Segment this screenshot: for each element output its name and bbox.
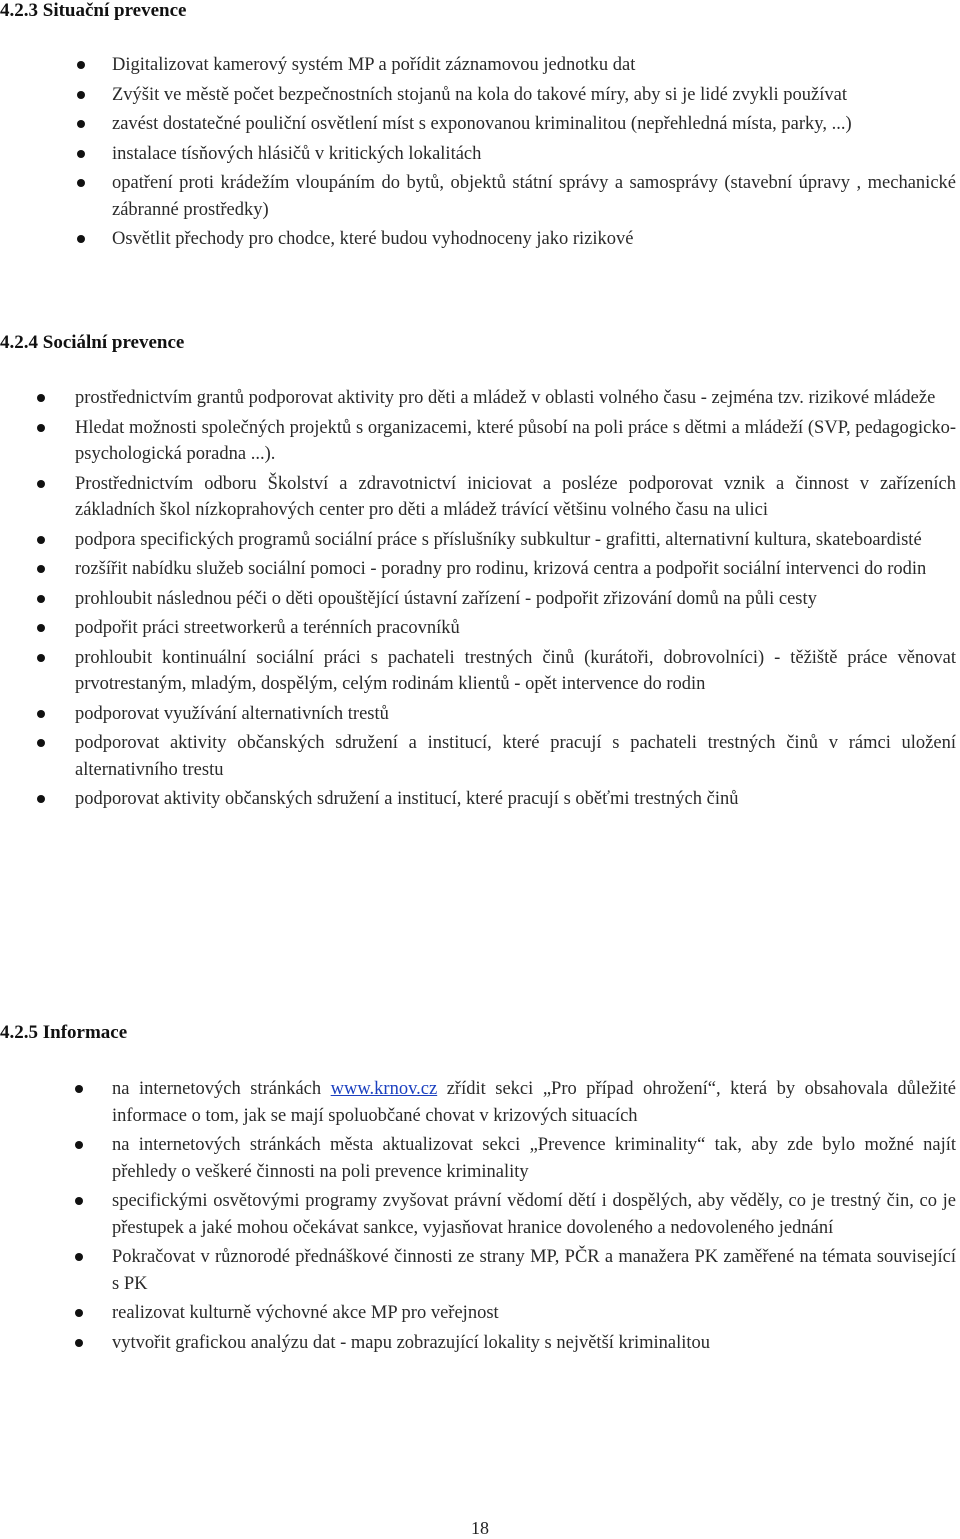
list-item-text: zavést dostatečné pouliční osvětlení míst s exponovanou kriminalitou (nepřehledná místa, parky, ...) (112, 114, 852, 134)
list-item-text: Osvětlit přechody pro chodce, které budou vyhodnoceny jako rizikové (112, 229, 634, 249)
list-item (75, 471, 956, 524)
list-item (75, 586, 956, 613)
bullet-icon (77, 150, 85, 158)
krnov-website-link[interactable]: www.krnov.cz (330, 1079, 438, 1099)
list-item (75, 415, 956, 468)
list-item (112, 52, 956, 79)
section-heading-informace: 4.2.5 Informace (0, 1022, 128, 1043)
bullet-icon (75, 1309, 83, 1317)
bullet-icon (77, 120, 85, 128)
list-item-text: podporovat aktivity občanských sdružení a institucí, které pracují s oběťmi trestných činů (75, 789, 739, 809)
list-item-text: podporovat využívání alternativních trestů (75, 703, 389, 724)
bullet-icon (37, 739, 45, 747)
bullet-icon (37, 394, 45, 402)
bullet-icon (75, 1085, 83, 1093)
list-item (75, 615, 956, 642)
bullet-icon (37, 624, 45, 632)
bullet-icon (75, 1197, 83, 1205)
bullet-icon (37, 795, 45, 803)
list-item-text: Hledat možnosti společných projektů s organizacemi, které působí na poli práce s dětmi a mládeží (SVP, pedagogicko-psychologická poradna ...). (75, 417, 956, 464)
list-item (75, 786, 956, 813)
bullet-icon (77, 235, 85, 243)
list-item (112, 1300, 956, 1327)
bullet-icon (37, 654, 45, 662)
list-item (112, 82, 956, 109)
list-item-text: Zvýšit ve městě počet bezpečnostních stojanů na kola do takové míry, aby si je lidé zvykli používat (112, 84, 848, 105)
page-number: 18 (471, 1518, 489, 1538)
bullet-icon (75, 1141, 83, 1149)
list-item (112, 1188, 956, 1241)
section-heading-situacni-prevence: 4.2.3 Situační prevence (0, 0, 187, 21)
list-item-text: instalace tísňových hlásičů v kritických lokalitách (112, 143, 482, 164)
list-item-text: Pokračovat v různorodé přednáškové činnosti ze strany MP, PČR a manažera PK zaměřené na témata související s PK (112, 1247, 956, 1294)
list-item (112, 1076, 956, 1129)
list-item-text: rozšířit nabídku služeb sociální pomoci - poradny pro rodinu, krizová centra a podpořit sociální intervenci do rodin (75, 559, 927, 579)
list-item (112, 226, 956, 253)
list-item (112, 1330, 956, 1357)
bullet-icon (37, 424, 45, 432)
list-item-text: podpořit práci streetworkerů a terénních pracovníků (75, 618, 460, 638)
situacni-prevence-list (112, 52, 956, 256)
bullet-icon (77, 91, 85, 99)
list-item (75, 527, 956, 554)
list-item-text: opatření proti krádežím vloupáním do bytů, objektů státní správy a samosprávy (stavební úpravy , mechanické zábranné prostředky) (112, 173, 956, 220)
section-heading-socialni-prevence: 4.2.4 Sociální prevence (0, 332, 185, 353)
list-item (75, 645, 956, 698)
list-item-text: Digitalizovat kamerový systém MP a pořídit záznamovou jednotku dat (112, 55, 636, 75)
list-item-text: prostřednictvím grantů podporovat aktivity pro děti a mládež v oblasti volného času - zejména tzv. rizikové mládeže (75, 388, 936, 408)
list-item (112, 170, 956, 223)
list-item (112, 1132, 956, 1185)
socialni-prevence-list (75, 385, 956, 816)
list-item (75, 385, 956, 412)
list-item-text: specifickými osvětovými programy zvyšovat právní vědomí dětí i dospělých, aby věděly, co je trestný čin, co je přestupek a jaké mohou očekávat sankce, vyjasňovat hranice dovoleného a nedovoleného jednání (112, 1191, 956, 1238)
bullet-icon (75, 1253, 83, 1261)
informace-list (112, 1076, 956, 1359)
list-item-text: podpora specifických programů sociální práce s příslušníky subkultur - grafitti, alternativní kultura, skateboardisté (75, 529, 922, 550)
list-item-text-before-link: na internetových stránkách (112, 1079, 331, 1099)
list-item (75, 556, 956, 583)
bullet-icon (37, 595, 45, 603)
list-item-text: realizovat kulturně výchovné akce MP pro veřejnost (112, 1303, 499, 1323)
list-item-text: prohloubit následnou péči o děti opouštějící ústavní zařízení - podpořit zřizování domů na půli cesty (75, 588, 817, 609)
bullet-icon (37, 480, 45, 488)
bullet-icon (37, 565, 45, 573)
bullet-icon (37, 536, 45, 544)
bullet-icon (75, 1339, 83, 1347)
list-item-text: vytvořit grafickou analýzu dat - mapu zobrazující lokality s největší kriminalitou (112, 1332, 710, 1353)
list-item (75, 730, 956, 783)
list-item-text: podporovat aktivity občanských sdružení a institucí, které pracují s pachateli trestných činů v rámci uložení alternativního trestu (75, 733, 956, 780)
list-item-text: na internetových stránkách města aktualizovat sekci „Prevence kriminality“ tak, aby zde bylo možné najít přehledy o veškeré činnosti na poli prevence kriminality (112, 1135, 956, 1182)
list-item (112, 1244, 956, 1297)
list-item (112, 141, 956, 168)
bullet-icon (77, 179, 85, 187)
list-item-text: Prostřednictvím odboru Školství a zdravotnictví iniciovat a posléze podporovat vznik a činnost v zařízeních základních škol nízkoprahových center pro děti a mládež trávící většinu volného času na ulici (75, 473, 956, 520)
list-item-text: prohloubit kontinuální sociální práci s pachateli trestných činů (kurátoři, dobrovolníci) - těžiště práce věnovat prvotrestaným, mladým, dospělým, celým rodinám klientů - opět intervence do rodin (75, 647, 956, 694)
bullet-icon (77, 61, 85, 69)
list-item (112, 111, 956, 138)
list-item-text-after-link: zřídit sekci „Pro případ ohrožení“, která by obsahovala důležité informace o tom, jak se mají spoluobčané chovat v krizových situacích (112, 1079, 956, 1126)
bullet-icon (37, 710, 45, 718)
list-item (75, 701, 956, 728)
